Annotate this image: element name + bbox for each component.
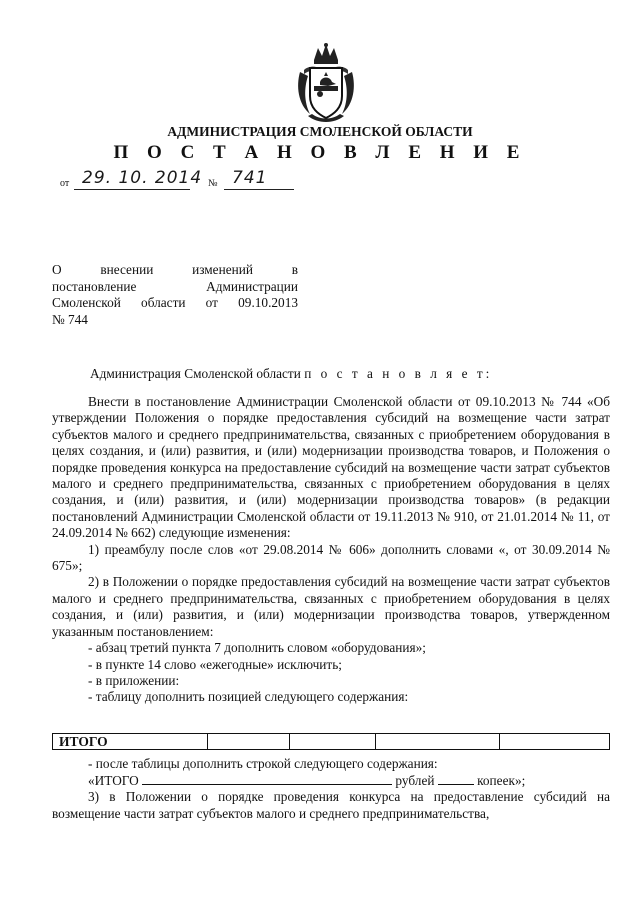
paragraph-item-3: 3) в Положении о порядке проведения конкурса на предоставление субсидий на возмещение части затрат субъектов малого и среднего предпринимательства, — [52, 789, 610, 821]
bullet-item: - в приложении: — [88, 672, 180, 688]
table-cell — [207, 734, 290, 749]
blank-underline — [438, 773, 474, 785]
paragraph-item-2: 2) в Положении о порядке предоставления субсидий на возмещение части затрат субъектов малого и среднего предпринимательства, связанных с приобретением оборудования в целях создания, и (или) развития, и (или) модернизации производства товаров, утвержденном указанным постановлением: — [52, 574, 610, 639]
number-label: № — [208, 178, 218, 189]
blank-underline — [142, 773, 392, 785]
table-cell — [289, 734, 376, 749]
itogo-open: «ИТОГО — [88, 772, 139, 788]
date-number-line — [60, 170, 320, 192]
paragraph-item-1: 1) преамбулу после слов «от 29.08.2014 № 606» дополнить словами «, от 30.09.2014 № 675»; — [52, 541, 610, 574]
bullet-item: - в пункте 14 слово «ежегодные» исключить; — [88, 656, 342, 672]
paragraph-main: Внести в постановление Администрации Смоленской области от 09.10.2013 № 744 «Об утверждении Положения о порядке предоставления субсидий на возмещение части затрат субъектов малого и среднего предпринимательства, связанных с приобретением оборудования в целях создания, и (или) развития, и (или) модернизации производства товаров, и Положения о порядке проведения конкурса на предоставление субсидий на возмещение части затрат субъектов малого и среднего предпринимательства, связанных с приобретением оборудования в целях создания, и (или) развития, и (или) модернизации производства товаров» (в редакции постановлений Администрации Смоленской области от 19.11.2013 № 910, от 21.01.2014 № 11, от 24.09.2014 № 662) следующие изменения: — [52, 394, 610, 541]
subject-line: Смоленской области от 09.10.2013 — [52, 295, 298, 310]
document-body-continued — [52, 756, 610, 822]
subject-line: постановление Администрации — [52, 278, 298, 294]
subject-line: О внесении изменений в — [52, 262, 298, 277]
organization-title: АДМИНИСТРАЦИЯ СМОЛЕНСКОЙ ОБЛАСТИ — [167, 124, 473, 139]
table-cell — [375, 734, 500, 749]
document-type: П О С Т А Н О В Л Е Н И Е — [113, 142, 527, 163]
preamble-verb: п о с т а н о в л я е т: — [304, 366, 493, 381]
date-label: от — [60, 178, 70, 189]
number-underline — [224, 189, 294, 190]
coat-of-arms-emblem — [294, 42, 358, 124]
rub-label: рублей — [395, 772, 435, 788]
document-body — [52, 394, 610, 706]
itogo-line — [52, 773, 610, 790]
bullet-item: - абзац третий пункта 7 дополнить словом «оборудования»; — [88, 640, 426, 656]
itogo-cell-label: ИТОГО — [59, 734, 108, 749]
preamble — [90, 366, 492, 382]
itogo-table-row — [52, 733, 610, 750]
date-handwritten: 29. 10. 2014 — [82, 168, 203, 188]
number-handwritten: 741 — [232, 168, 268, 188]
kop-label: копеек»; — [477, 772, 526, 788]
preamble-lead: Администрация Смоленской области — [90, 366, 301, 381]
bullet-item: - таблицу дополнить позицией следующего содержания: — [88, 689, 409, 705]
date-underline — [74, 189, 190, 190]
bullet-item: - после таблицы дополнить строкой следующего содержания: — [88, 756, 438, 771]
subject-line: № 744 — [52, 311, 88, 327]
subject-block — [52, 262, 298, 328]
